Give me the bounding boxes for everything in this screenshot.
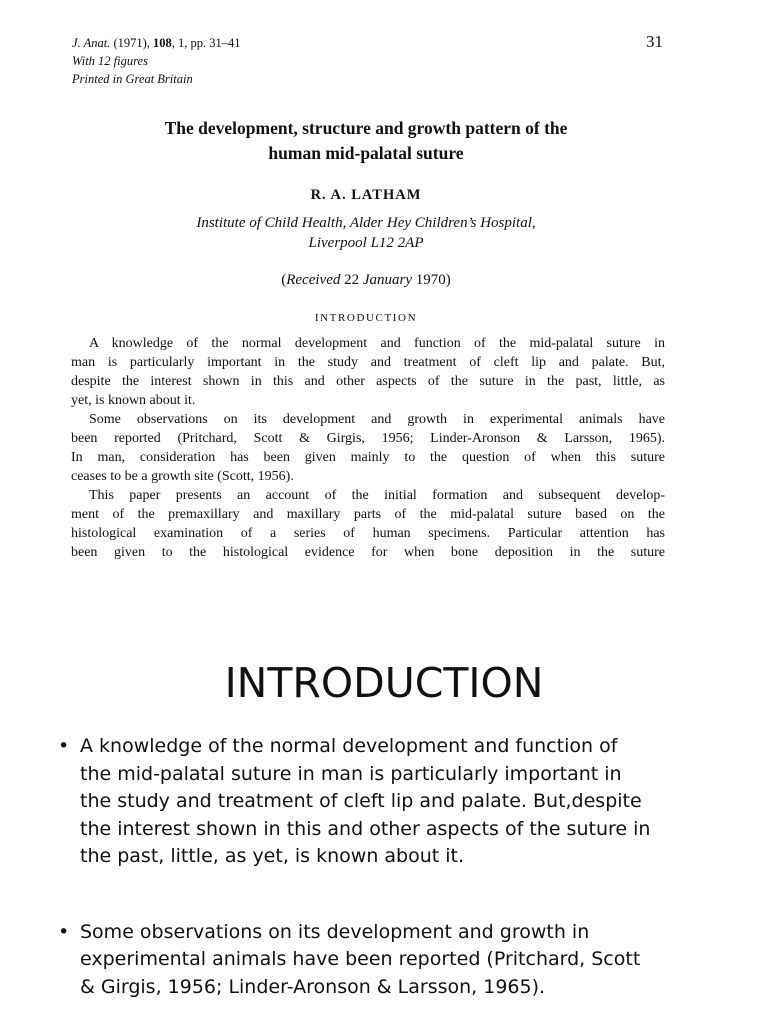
bullet-marker: •	[58, 735, 70, 757]
body-line: histological examination of a series of human specimens. Particular attention has	[71, 526, 665, 541]
bullet-line: the interest shown in this and other aspects of the suture in	[80, 817, 651, 840]
received-day: 22	[340, 272, 363, 288]
article-title	[70, 116, 662, 166]
journal-citation	[72, 34, 241, 88]
article-body	[71, 334, 665, 562]
bullet-list	[58, 733, 718, 1001]
received-date	[70, 272, 662, 289]
body-line: In man, consideration has been given mainly to the question of when this suture	[71, 450, 665, 465]
body-line: yet, is known about it.	[71, 393, 196, 408]
body-line: ceases to be a growth site (Scott, 1956).	[71, 469, 294, 484]
affiliation-line: Institute of Child Health, Alder Hey Children’s Hospital,	[196, 215, 536, 231]
received-year: 1970)	[412, 272, 451, 288]
title-line: human mid-palatal suture	[268, 143, 464, 163]
section-heading: INTRODUCTION	[314, 312, 418, 324]
bullet-item	[58, 919, 718, 1002]
bullet-line: A knowledge of the normal development and function of	[80, 735, 618, 757]
bullet-item	[58, 733, 718, 871]
body-line: been reported (Pritchard, Scott & Girgis, 1956; Linder-Aronson & Larsson, 1965).	[71, 431, 665, 446]
journal-volume: 108	[153, 36, 172, 50]
journal-abbrev: J. Anat.	[72, 36, 111, 50]
body-line: been given to the histological evidence for when bone deposition in the suture	[71, 545, 665, 560]
body-line: This paper presents an account of the initial formation and subsequent develop-	[89, 488, 665, 503]
received-month: January	[362, 272, 413, 288]
page-number: 31	[646, 32, 663, 51]
body-line: man is particularly important in the study and treatment of cleft lip and palate. But,	[71, 355, 665, 370]
bullet-line: the mid-palatal suture in man is particularly important in	[80, 762, 622, 785]
bullet-line: Some observations on its development and growth in	[80, 920, 590, 943]
body-line: A knowledge of the normal development and function of the mid-palatal suture in	[89, 336, 665, 351]
journal-issue-pages: , 1, pp. 31–41	[171, 36, 241, 50]
bullet-line: the past, little, as yet, is known about it.	[80, 845, 465, 867]
journal-year: (1971),	[110, 36, 154, 50]
bullet-line: the study and treatment of cleft lip and palate. But,despite	[80, 790, 642, 812]
printed-note: Printed in Great Britain	[72, 72, 193, 86]
figures-note: With 12 figures	[72, 54, 148, 68]
title-line: The development, structure and growth pattern of the	[164, 118, 568, 138]
body-line: Some observations on its development and growth in experimental animals have	[89, 412, 665, 427]
received-open: (	[281, 272, 287, 288]
author-name: R. A. LATHAM	[310, 187, 422, 203]
affiliation-line: Liverpool L12 2AP	[308, 235, 424, 251]
body-line: despite the interest shown in this and other aspects of the suture in the past, little, as	[71, 374, 665, 389]
bullet-marker: •	[58, 920, 70, 943]
slide-title: INTRODUCTION	[224, 659, 544, 708]
body-line: ment of the premaxillary and maxillary parts of the mid-palatal suture based on the	[71, 507, 665, 522]
author-affiliation	[70, 213, 662, 253]
bullet-line: experimental animals have been reported (Pritchard, Scott	[80, 948, 641, 970]
received-label: Received	[286, 272, 341, 288]
bullet-line: & Girgis, 1956; Linder-Aronson & Larsson, 1965).	[80, 975, 546, 998]
citation-line	[72, 34, 241, 52]
